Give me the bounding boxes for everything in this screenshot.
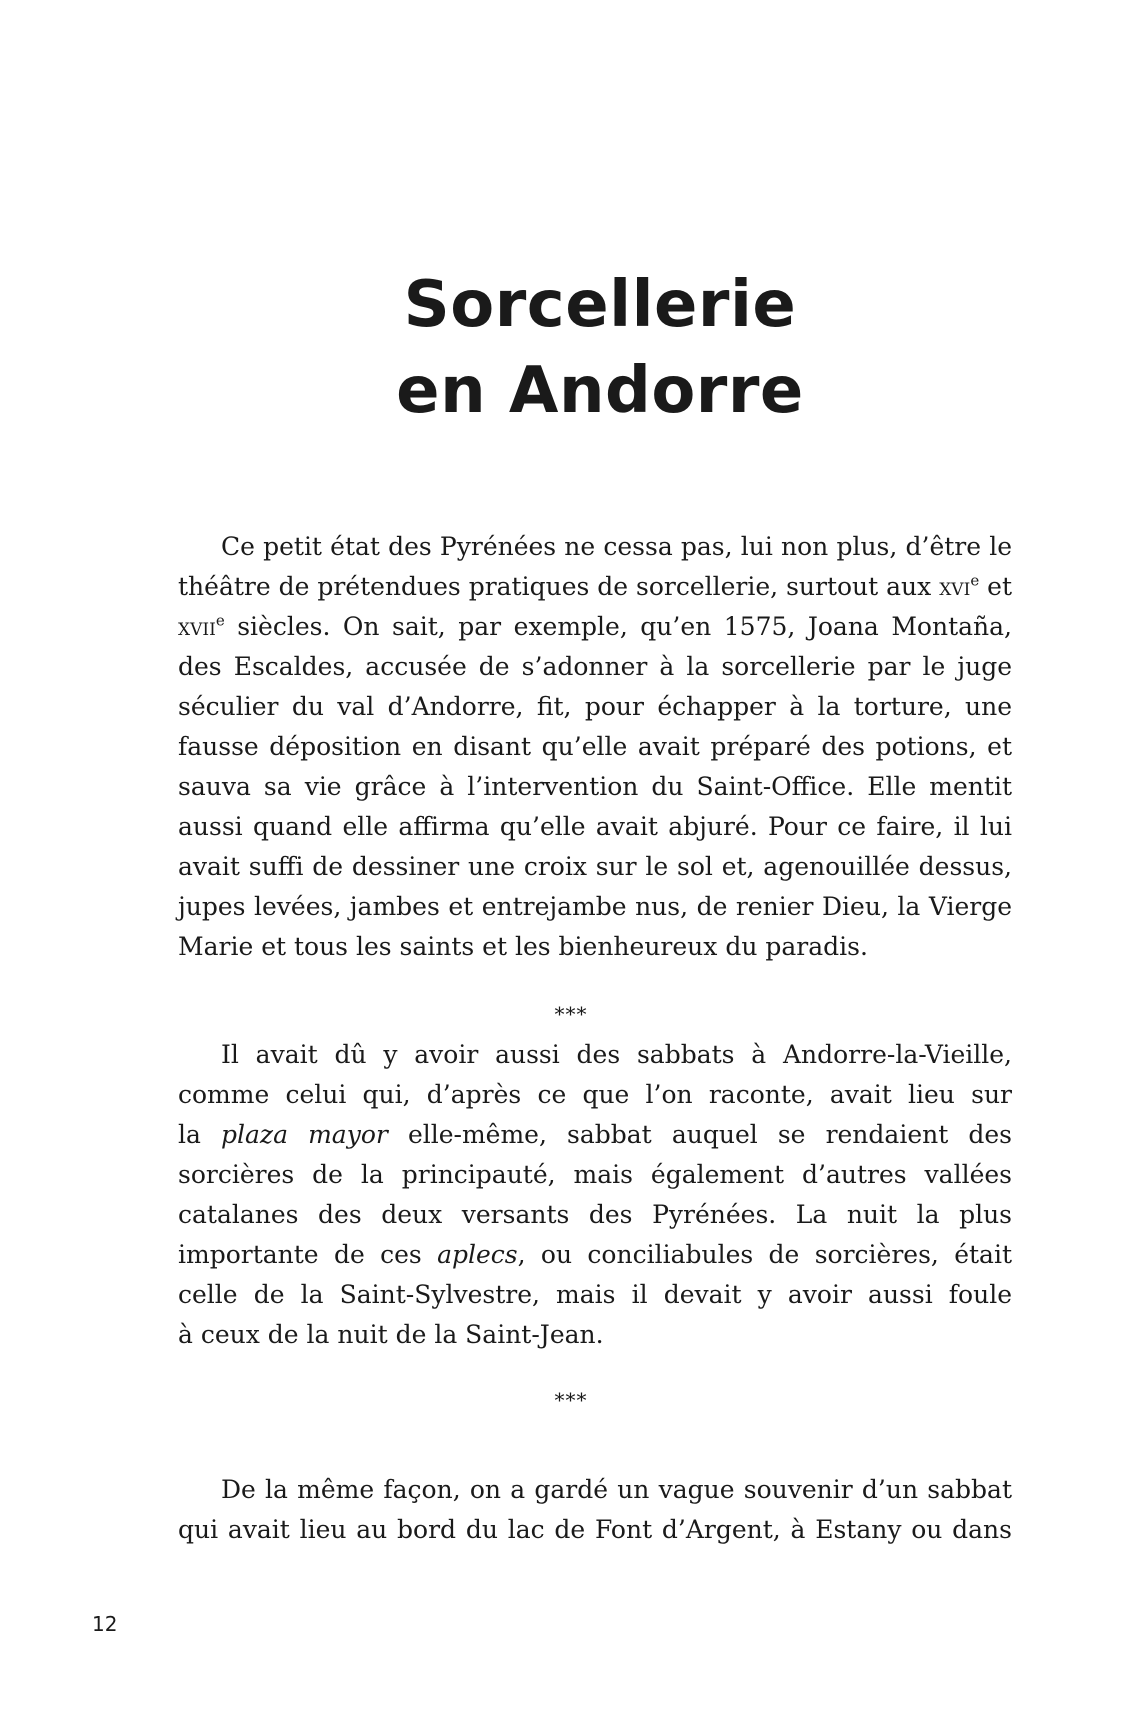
text-run: la <box>178 1120 222 1149</box>
paragraph-1-line: des Escaldes, accusée de s’adonner à la sorcellerie par le juge <box>178 652 1012 681</box>
paragraph-3 <box>178 1470 1012 1550</box>
paragraph-3-line: qui avait lieu au bord du lac de Font d’Argent, à Estany ou dans <box>178 1515 1012 1544</box>
paragraph-2-line: à ceux de la nuit de la Saint-Jean. <box>178 1320 604 1349</box>
text-run: et <box>979 572 1012 601</box>
paragraph-1-line <box>178 607 1012 647</box>
section-separator: *** <box>554 1388 588 1412</box>
paragraph-1 <box>178 527 1012 967</box>
text-run: , ou conciliabules de sorcières, était <box>517 1240 1012 1269</box>
italic-term: plaza mayor <box>221 1120 388 1149</box>
text-run: elle-même, sabbat auquel se rendaient des <box>387 1120 1012 1149</box>
century-numeral: xvii <box>178 613 216 641</box>
text-run: siècles. On sait, par exemple, qu’en 1575, Joana Montaña, <box>224 612 1012 641</box>
paragraph-2-line: catalanes des deux versants des Pyrénées. La nuit la plus <box>178 1200 1012 1229</box>
paragraph-2-line: comme celui qui, d’après ce que l’on raconte, avait lieu sur <box>178 1080 1012 1109</box>
chapter-title-line-1: Sorcellerie <box>403 268 797 342</box>
paragraph-1-line: Ce petit état des Pyrénées ne cessa pas, lui non plus, d’être le <box>221 532 1012 561</box>
paragraph-1-line: jupes levées, jambes et entrejambe nus, de renier Dieu, la Vierge <box>178 892 1012 921</box>
chapter-title <box>300 262 900 434</box>
paragraph-1-line: fausse déposition en disant qu’elle avait préparé des potions, et <box>178 732 1012 761</box>
chapter-title-line-2: en Andorre <box>396 354 804 428</box>
page-number: 12 <box>92 1612 118 1636</box>
text-run: théâtre de prétendues pratiques de sorcellerie, surtout aux <box>178 572 932 601</box>
ordinal-suffix: e <box>215 611 225 630</box>
paragraph-2-line: Il avait dû y avoir aussi des sabbats à Andorre-la-Vieille, <box>221 1040 1012 1069</box>
paragraph-1-line: avait suffi de dessiner une croix sur le sol et, agenouillée dessus, <box>178 852 1012 881</box>
paragraph-1-line: aussi quand elle affirma qu’elle avait abjuré. Pour ce faire, il lui <box>178 812 1012 841</box>
italic-term: aplecs <box>437 1240 518 1269</box>
paragraph-3-line: De la même façon, on a gardé un vague souvenir d’un sabbat <box>221 1475 1012 1504</box>
paragraph-2-line: sorcières de la principauté, mais également d’autres vallées <box>178 1160 1012 1189</box>
ordinal-suffix: e <box>970 571 980 590</box>
paragraph-1-line <box>178 567 1012 607</box>
paragraph-1-line: séculier du val d’Andorre, fit, pour échapper à la torture, une <box>178 692 1012 721</box>
section-separator: *** <box>554 1002 588 1026</box>
text-run: importante de ces <box>178 1240 438 1269</box>
paragraph-1-line: Marie et tous les saints et les bienheureux du paradis. <box>178 932 868 961</box>
paragraph-2-line <box>178 1235 1012 1275</box>
century-numeral: xvi <box>939 573 971 601</box>
paragraph-2-line: celle de la Saint-Sylvestre, mais il devait y avoir aussi foule <box>178 1280 1012 1309</box>
paragraph-2 <box>178 1035 1012 1355</box>
paragraph-2-line <box>178 1115 1012 1155</box>
paragraph-1-line: sauva sa vie grâce à l’intervention du Saint-Office. Elle mentit <box>178 772 1012 801</box>
